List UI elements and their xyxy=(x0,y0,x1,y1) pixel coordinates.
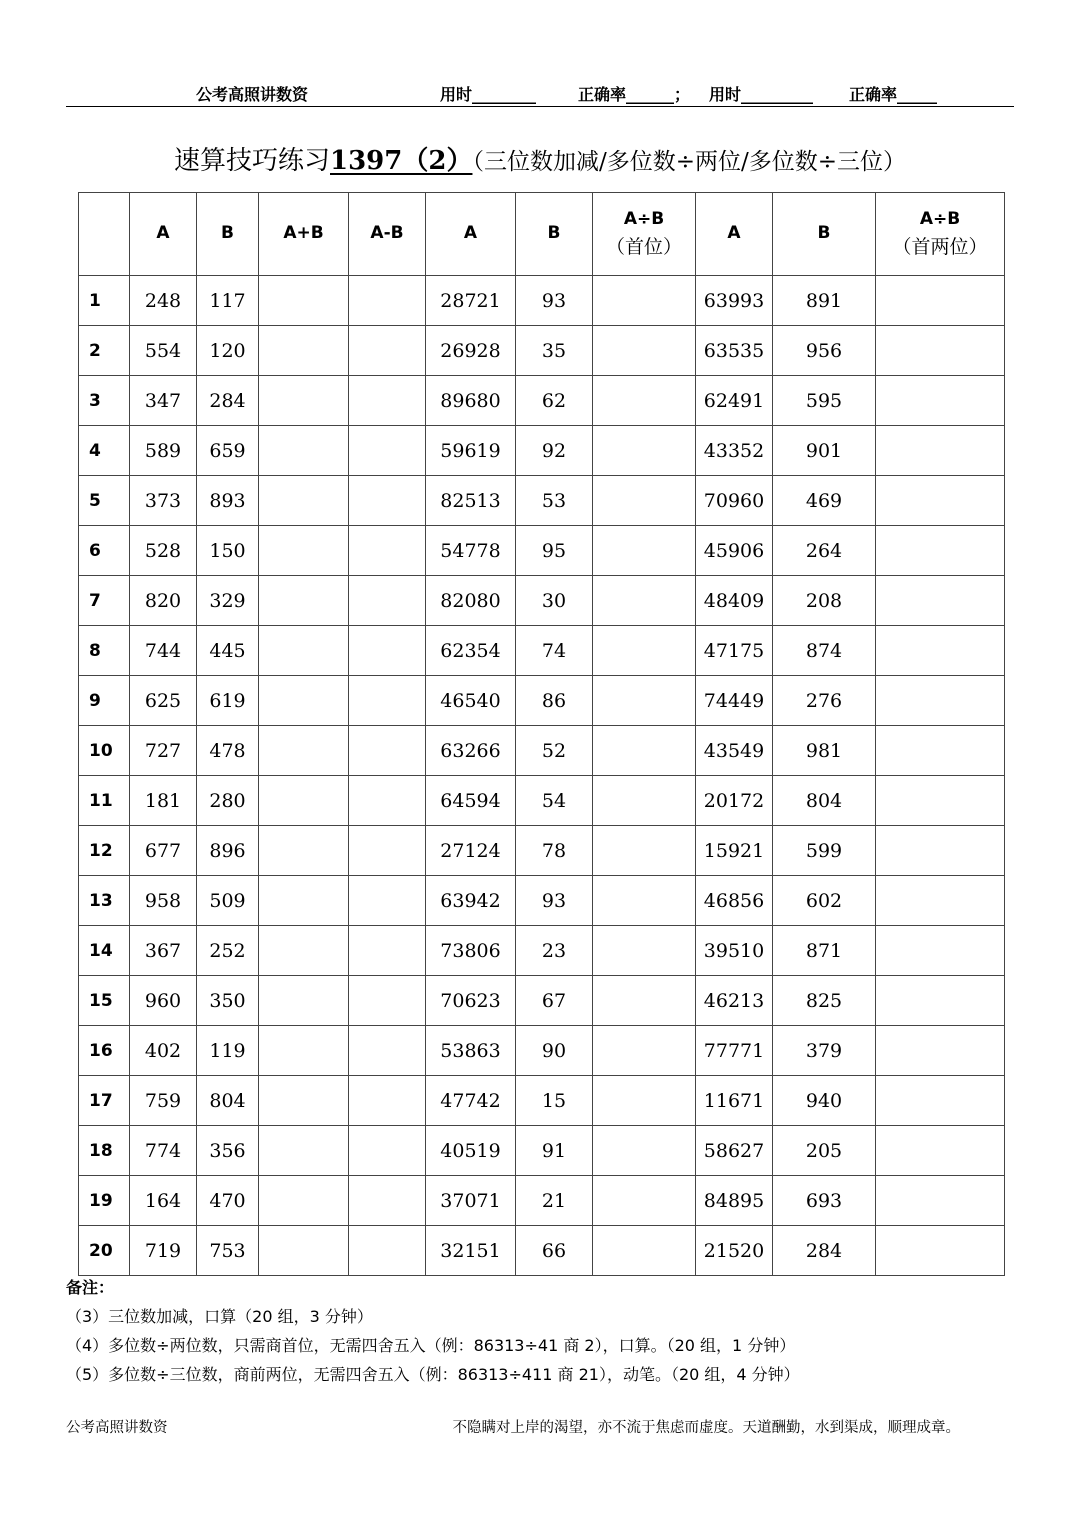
answer-cell[interactable] xyxy=(876,526,1005,576)
answer-cell[interactable] xyxy=(876,776,1005,826)
answer-cell[interactable] xyxy=(593,476,696,526)
value-cell: 43352 xyxy=(696,426,773,476)
answer-cell[interactable] xyxy=(876,726,1005,776)
value-cell: 120 xyxy=(197,326,259,376)
answer-cell[interactable] xyxy=(349,876,426,926)
column-header-label: A xyxy=(463,223,478,244)
value-cell: 619 xyxy=(197,676,259,726)
answer-cell[interactable] xyxy=(349,776,426,826)
value-cell: 95 xyxy=(516,526,593,576)
answer-cell[interactable] xyxy=(349,426,426,476)
value-cell: 15921 xyxy=(696,826,773,876)
answer-cell[interactable] xyxy=(259,826,349,876)
column-header-label: A xyxy=(727,223,741,244)
value-cell: 23 xyxy=(516,926,593,976)
row-number: 20 xyxy=(79,1226,130,1276)
value-cell: 329 xyxy=(197,576,259,626)
value-cell: 43549 xyxy=(696,726,773,776)
row-number: 6 xyxy=(79,526,130,576)
table-header-row xyxy=(79,193,1005,276)
value-cell: 356 xyxy=(197,1126,259,1176)
answer-cell[interactable] xyxy=(259,276,349,326)
answer-cell[interactable] xyxy=(349,1076,426,1126)
answer-cell[interactable] xyxy=(593,826,696,876)
value-cell: 63266 xyxy=(426,726,516,776)
value-cell: 350 xyxy=(197,976,259,1026)
value-cell: 981 xyxy=(773,726,876,776)
answer-cell[interactable] xyxy=(593,626,696,676)
answer-cell[interactable] xyxy=(259,926,349,976)
column-header xyxy=(349,193,426,276)
row-number: 3 xyxy=(79,376,130,426)
value-cell: 379 xyxy=(773,1026,876,1076)
answer-cell[interactable] xyxy=(876,1126,1005,1176)
table-row xyxy=(79,726,1005,776)
answer-cell[interactable] xyxy=(593,1176,696,1226)
value-cell: 58627 xyxy=(696,1126,773,1176)
exercise-table xyxy=(78,192,1005,1276)
column-header-label: B xyxy=(817,223,831,244)
table-row xyxy=(79,326,1005,376)
answer-cell[interactable] xyxy=(876,976,1005,1026)
table-row xyxy=(79,576,1005,626)
value-cell: 940 xyxy=(773,1076,876,1126)
column-header xyxy=(773,193,876,276)
value-cell: 63993 xyxy=(696,276,773,326)
value-cell: 90 xyxy=(516,1026,593,1076)
table-row xyxy=(79,1076,1005,1126)
value-cell: 27124 xyxy=(426,826,516,876)
answer-cell[interactable] xyxy=(259,976,349,1026)
answer-cell[interactable] xyxy=(259,676,349,726)
answer-cell[interactable] xyxy=(876,426,1005,476)
answer-cell[interactable] xyxy=(593,326,696,376)
footer-motto: 不隐瞒对上岸的渴望，亦不流于焦虑而虚度。天道酬勤，水到渠成，顺理成章。 xyxy=(452,1420,960,1436)
value-cell: 59619 xyxy=(426,426,516,476)
answer-cell[interactable] xyxy=(876,576,1005,626)
value-cell: 35 xyxy=(516,326,593,376)
value-cell: 896 xyxy=(197,826,259,876)
footer-brand: 公考高照讲数资 xyxy=(66,1420,168,1436)
value-cell: 52 xyxy=(516,726,593,776)
value-cell: 347 xyxy=(130,376,197,426)
answer-cell[interactable] xyxy=(876,1026,1005,1076)
answer-cell[interactable] xyxy=(593,1076,696,1126)
table-body xyxy=(79,276,1005,1276)
answer-cell[interactable] xyxy=(259,476,349,526)
answer-cell[interactable] xyxy=(593,576,696,626)
value-cell: 874 xyxy=(773,626,876,676)
value-cell: 744 xyxy=(130,626,197,676)
answer-cell[interactable] xyxy=(259,1126,349,1176)
value-cell: 70960 xyxy=(696,476,773,526)
answer-cell[interactable] xyxy=(593,926,696,976)
answer-cell[interactable] xyxy=(349,676,426,726)
row-number: 2 xyxy=(79,326,130,376)
column-header-sublabel: （首位） xyxy=(605,235,682,258)
table-row xyxy=(79,426,1005,476)
value-cell: 48409 xyxy=(696,576,773,626)
answer-cell[interactable] xyxy=(349,726,426,776)
row-number: 1 xyxy=(79,276,130,326)
value-cell: 20172 xyxy=(696,776,773,826)
answer-cell[interactable] xyxy=(593,876,696,926)
answer-cell[interactable] xyxy=(259,626,349,676)
note-4: （4）多位数÷两位数，只需商首位，无需四舍五入（例：86313÷41 商 2），口算。（20 组，1 分钟） xyxy=(66,1336,796,1355)
answer-cell[interactable] xyxy=(349,1226,426,1276)
value-cell: 554 xyxy=(130,326,197,376)
table-row xyxy=(79,826,1005,876)
answer-cell[interactable] xyxy=(876,326,1005,376)
column-header-label: A+B xyxy=(283,223,324,244)
value-cell: 264 xyxy=(773,526,876,576)
value-cell: 21 xyxy=(516,1176,593,1226)
value-cell: 74449 xyxy=(696,676,773,726)
title-number: 1397（2） xyxy=(330,146,473,176)
table-row xyxy=(79,876,1005,926)
value-cell: 164 xyxy=(130,1176,197,1226)
row-number: 14 xyxy=(79,926,130,976)
value-cell: 40519 xyxy=(426,1126,516,1176)
table-row xyxy=(79,626,1005,676)
table-row xyxy=(79,526,1005,576)
answer-cell[interactable] xyxy=(593,1026,696,1076)
column-header xyxy=(259,193,349,276)
answer-cell[interactable] xyxy=(349,926,426,976)
value-cell: 11671 xyxy=(696,1076,773,1126)
value-cell: 92 xyxy=(516,426,593,476)
value-cell: 284 xyxy=(197,376,259,426)
value-cell: 63535 xyxy=(696,326,773,376)
answer-cell[interactable] xyxy=(259,726,349,776)
value-cell: 677 xyxy=(130,826,197,876)
column-header xyxy=(197,193,259,276)
value-cell: 26928 xyxy=(426,326,516,376)
row-number: 12 xyxy=(79,826,130,876)
worksheet-header xyxy=(66,80,1014,107)
value-cell: 276 xyxy=(773,676,876,726)
value-cell: 15 xyxy=(516,1076,593,1126)
value-cell: 205 xyxy=(773,1126,876,1176)
value-cell: 46856 xyxy=(696,876,773,926)
value-cell: 46540 xyxy=(426,676,516,726)
answer-cell[interactable] xyxy=(259,426,349,476)
value-cell: 84895 xyxy=(696,1176,773,1226)
value-cell: 871 xyxy=(773,926,876,976)
value-cell: 53 xyxy=(516,476,593,526)
value-cell: 73806 xyxy=(426,926,516,976)
answer-cell[interactable] xyxy=(593,526,696,576)
answer-cell[interactable] xyxy=(349,1176,426,1226)
answer-cell[interactable] xyxy=(876,826,1005,876)
title-main: 速算技巧练习 xyxy=(173,146,330,176)
row-number: 16 xyxy=(79,1026,130,1076)
answer-cell[interactable] xyxy=(259,1226,349,1276)
value-cell: 46213 xyxy=(696,976,773,1026)
table-row xyxy=(79,476,1005,526)
value-cell: 82080 xyxy=(426,576,516,626)
answer-cell[interactable] xyxy=(876,1176,1005,1226)
table-row xyxy=(79,676,1005,726)
value-cell: 78 xyxy=(516,826,593,876)
answer-cell[interactable] xyxy=(349,376,426,426)
value-cell: 753 xyxy=(197,1226,259,1276)
value-cell: 960 xyxy=(130,976,197,1026)
value-cell: 77771 xyxy=(696,1026,773,1076)
row-number: 8 xyxy=(79,626,130,676)
answer-cell[interactable] xyxy=(349,1126,426,1176)
value-cell: 74 xyxy=(516,626,593,676)
value-cell: 804 xyxy=(773,776,876,826)
table-row xyxy=(79,1176,1005,1226)
answer-cell[interactable] xyxy=(876,1226,1005,1276)
value-cell: 599 xyxy=(773,826,876,876)
answer-cell[interactable] xyxy=(876,276,1005,326)
answer-cell[interactable] xyxy=(349,1026,426,1076)
value-cell: 181 xyxy=(130,776,197,826)
answer-cell[interactable] xyxy=(259,1076,349,1126)
answer-cell[interactable] xyxy=(593,776,696,826)
value-cell: 64594 xyxy=(426,776,516,826)
column-header xyxy=(876,193,1005,276)
accuracy-field-2: 正确率_____ xyxy=(849,85,938,104)
row-number: 19 xyxy=(79,1176,130,1226)
table-row xyxy=(79,926,1005,976)
answer-cell[interactable] xyxy=(876,626,1005,676)
value-cell: 117 xyxy=(197,276,259,326)
row-number: 4 xyxy=(79,426,130,476)
value-cell: 30 xyxy=(516,576,593,626)
value-cell: 891 xyxy=(773,276,876,326)
value-cell: 595 xyxy=(773,376,876,426)
value-cell: 367 xyxy=(130,926,197,976)
row-number: 10 xyxy=(79,726,130,776)
value-cell: 284 xyxy=(773,1226,876,1276)
answer-cell[interactable] xyxy=(259,1026,349,1076)
answer-cell[interactable] xyxy=(349,976,426,1026)
note-5: （5）多位数÷三位数，商前两位，无需四舍五入（例：86313÷411 商 21），动笔。（20 组，4 分钟） xyxy=(66,1365,800,1384)
answer-cell[interactable] xyxy=(259,576,349,626)
notes-heading: 备注： xyxy=(66,1278,115,1297)
row-number: 15 xyxy=(79,976,130,1026)
value-cell: 719 xyxy=(130,1226,197,1276)
answer-cell[interactable] xyxy=(876,876,1005,926)
header-brand: 公考高照讲数资 xyxy=(196,85,309,104)
value-cell: 28721 xyxy=(426,276,516,326)
value-cell: 280 xyxy=(197,776,259,826)
answer-cell[interactable] xyxy=(259,1176,349,1226)
answer-cell[interactable] xyxy=(259,326,349,376)
answer-cell[interactable] xyxy=(259,376,349,426)
answer-cell[interactable] xyxy=(259,776,349,826)
value-cell: 252 xyxy=(197,926,259,976)
value-cell: 39510 xyxy=(696,926,773,976)
answer-cell[interactable] xyxy=(593,376,696,426)
answer-cell[interactable] xyxy=(593,976,696,1026)
answer-cell[interactable] xyxy=(349,476,426,526)
value-cell: 54778 xyxy=(426,526,516,576)
column-header-label: B xyxy=(221,223,234,244)
value-cell: 693 xyxy=(773,1176,876,1226)
value-cell: 901 xyxy=(773,426,876,476)
value-cell: 659 xyxy=(197,426,259,476)
answer-cell[interactable] xyxy=(349,526,426,576)
answer-cell[interactable] xyxy=(876,376,1005,426)
value-cell: 47175 xyxy=(696,626,773,676)
answer-cell[interactable] xyxy=(259,876,349,926)
answer-cell[interactable] xyxy=(593,1226,696,1276)
value-cell: 478 xyxy=(197,726,259,776)
note-3: （3）三位数加减，口算（20 组，3 分钟） xyxy=(66,1307,373,1326)
row-number: 18 xyxy=(79,1126,130,1176)
column-header xyxy=(130,193,197,276)
value-cell: 150 xyxy=(197,526,259,576)
answer-cell[interactable] xyxy=(593,676,696,726)
value-cell: 21520 xyxy=(696,1226,773,1276)
value-cell: 32151 xyxy=(426,1226,516,1276)
value-cell: 93 xyxy=(516,276,593,326)
value-cell: 893 xyxy=(197,476,259,526)
column-header xyxy=(516,193,593,276)
accuracy-field-1: 正确率______； xyxy=(578,85,691,104)
value-cell: 804 xyxy=(197,1076,259,1126)
value-cell: 82513 xyxy=(426,476,516,526)
value-cell: 602 xyxy=(773,876,876,926)
value-cell: 470 xyxy=(197,1176,259,1226)
row-number: 13 xyxy=(79,876,130,926)
column-header xyxy=(426,193,516,276)
title-subtitle: （三位数加减/多位数÷两位/多位数÷三位） xyxy=(472,149,907,175)
value-cell: 63942 xyxy=(426,876,516,926)
row-number: 17 xyxy=(79,1076,130,1126)
value-cell: 625 xyxy=(130,676,197,726)
value-cell: 47742 xyxy=(426,1076,516,1126)
answer-cell[interactable] xyxy=(876,1076,1005,1126)
page-title xyxy=(0,140,1080,177)
column-header-label: A÷B xyxy=(623,209,665,229)
value-cell: 759 xyxy=(130,1076,197,1126)
value-cell: 469 xyxy=(773,476,876,526)
notes-section xyxy=(66,1273,800,1389)
value-cell: 86 xyxy=(516,676,593,726)
value-cell: 774 xyxy=(130,1126,197,1176)
answer-cell[interactable] xyxy=(349,576,426,626)
value-cell: 66 xyxy=(516,1226,593,1276)
row-number: 11 xyxy=(79,776,130,826)
value-cell: 53863 xyxy=(426,1026,516,1076)
answer-cell[interactable] xyxy=(593,726,696,776)
value-cell: 825 xyxy=(773,976,876,1026)
value-cell: 89680 xyxy=(426,376,516,426)
answer-cell[interactable] xyxy=(593,276,696,326)
column-header-sublabel: （首两位） xyxy=(892,235,988,258)
value-cell: 67 xyxy=(516,976,593,1026)
value-cell: 119 xyxy=(197,1026,259,1076)
value-cell: 958 xyxy=(130,876,197,926)
answer-cell[interactable] xyxy=(876,926,1005,976)
answer-cell[interactable] xyxy=(349,826,426,876)
answer-cell[interactable] xyxy=(593,1126,696,1176)
value-cell: 62 xyxy=(516,376,593,426)
value-cell: 91 xyxy=(516,1126,593,1176)
value-cell: 528 xyxy=(130,526,197,576)
value-cell: 93 xyxy=(516,876,593,926)
answer-cell[interactable] xyxy=(876,676,1005,726)
column-header xyxy=(593,193,696,276)
value-cell: 208 xyxy=(773,576,876,626)
value-cell: 402 xyxy=(130,1026,197,1076)
value-cell: 956 xyxy=(773,326,876,376)
table-row xyxy=(79,376,1005,426)
table-row xyxy=(79,976,1005,1026)
answer-cell[interactable] xyxy=(349,276,426,326)
value-cell: 54 xyxy=(516,776,593,826)
value-cell: 62491 xyxy=(696,376,773,426)
column-header-label: B xyxy=(547,223,561,244)
table-row xyxy=(79,1226,1005,1276)
column-header xyxy=(696,193,773,276)
time-field-2: 用时_________ xyxy=(709,85,814,104)
value-cell: 820 xyxy=(130,576,197,626)
answer-cell[interactable] xyxy=(259,526,349,576)
value-cell: 727 xyxy=(130,726,197,776)
column-header-label: A÷B xyxy=(919,209,961,229)
value-cell: 62354 xyxy=(426,626,516,676)
answer-cell[interactable] xyxy=(876,476,1005,526)
value-cell: 509 xyxy=(197,876,259,926)
value-cell: 70623 xyxy=(426,976,516,1026)
answer-cell[interactable] xyxy=(349,326,426,376)
value-cell: 445 xyxy=(197,626,259,676)
value-cell: 373 xyxy=(130,476,197,526)
table-row xyxy=(79,1026,1005,1076)
table-row xyxy=(79,276,1005,326)
value-cell: 248 xyxy=(130,276,197,326)
table-row xyxy=(79,1126,1005,1176)
table-row xyxy=(79,776,1005,826)
row-number: 7 xyxy=(79,576,130,626)
column-header xyxy=(79,193,130,276)
answer-cell[interactable] xyxy=(593,426,696,476)
row-number: 5 xyxy=(79,476,130,526)
value-cell: 589 xyxy=(130,426,197,476)
column-header-label: A xyxy=(156,223,170,244)
column-header-label: A-B xyxy=(370,223,404,244)
value-cell: 37071 xyxy=(426,1176,516,1226)
row-number: 9 xyxy=(79,676,130,726)
time-field-1: 用时________ xyxy=(440,85,537,104)
answer-cell[interactable] xyxy=(349,626,426,676)
value-cell: 45906 xyxy=(696,526,773,576)
